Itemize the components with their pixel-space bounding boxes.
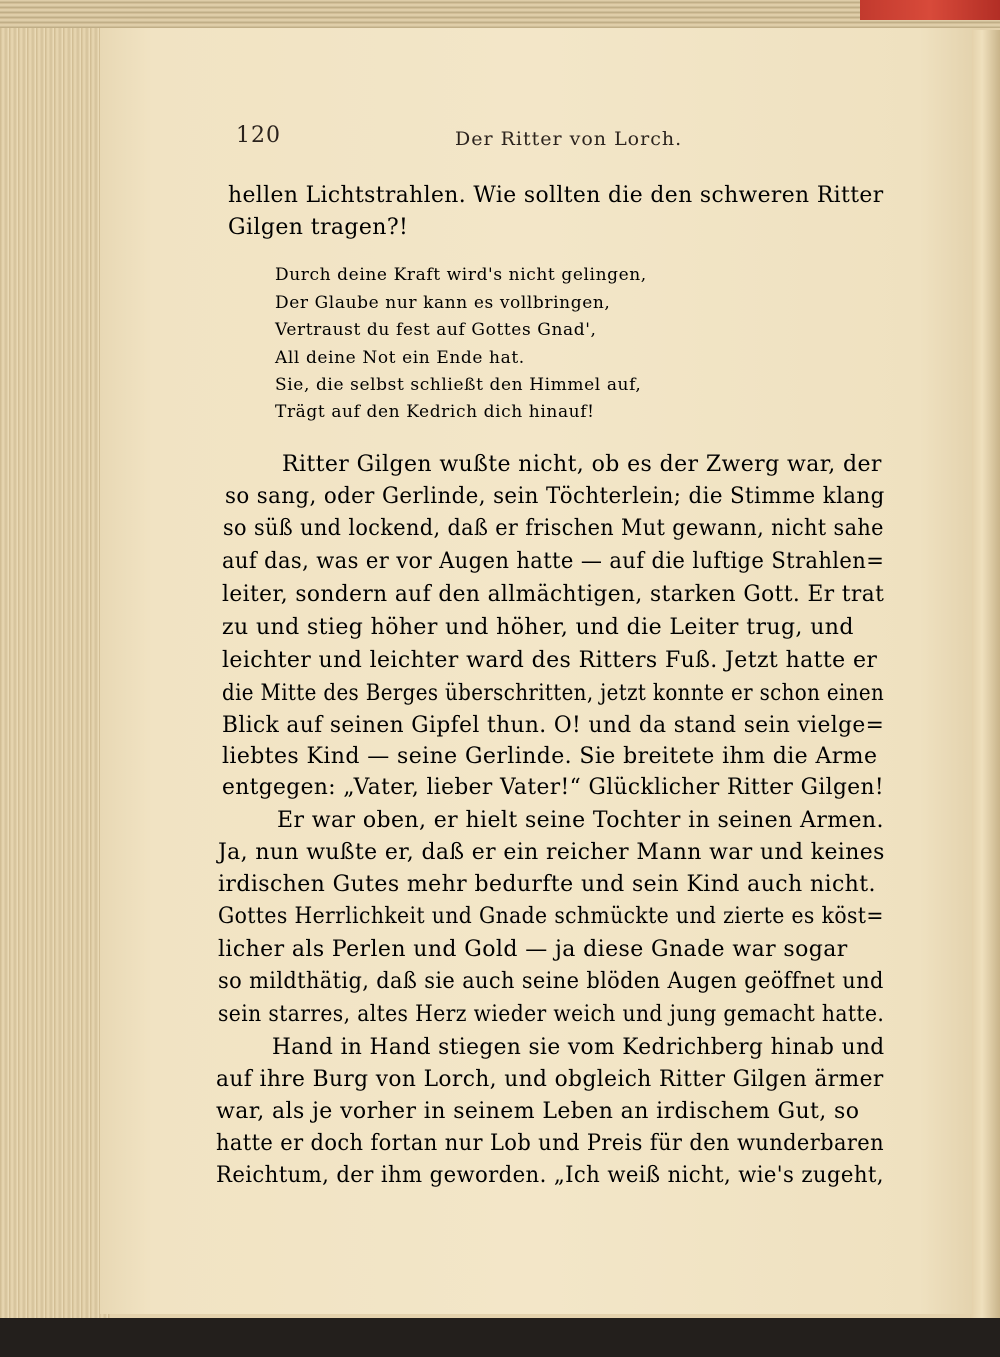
text-line: liebtes Kind — seine Gerlinde. Sie breitete ihm die Arme <box>222 744 878 769</box>
text-line: so mildthätig, daß sie auch seine blöden Augen geöffnet und <box>218 969 884 994</box>
text-line: war, als je vorher in seinem Leben an irdischem Gut, so <box>216 1099 860 1124</box>
text-line: Ja, nun wußte er, daß er ein reicher Mann war und keines <box>218 840 885 865</box>
text-line: Gilgen tragen?! <box>228 215 409 240</box>
text-line: auf ihre Burg von Lorch, und obgleich Ritter Gilgen ärmer <box>216 1067 884 1092</box>
text-line: Blick auf seinen Gipfel thun. O! und da stand sein vielge= <box>222 713 885 738</box>
text-line: leiter, sondern auf den allmächtigen, starken Gott. Er trat <box>222 582 885 607</box>
verse-line: All deine Not ein Ende hat. <box>275 348 525 368</box>
verse-line: Trägt auf den Kedrich dich hinauf! <box>275 402 595 422</box>
top-page-edge <box>0 0 1000 28</box>
bottom-background <box>0 1318 1000 1357</box>
running-title: Der Ritter von Lorch. <box>455 128 683 150</box>
verse-line: Durch deine Kraft wird's nicht gelingen, <box>275 265 647 285</box>
text-line: irdischen Gutes mehr bedurfte und sein Kind auch nicht. <box>218 872 876 897</box>
verse-line: Der Glaube nur kann es vollbringen, <box>275 293 611 313</box>
text-line: auf das, was er vor Augen hatte — auf die luftige Strahlen= <box>222 549 885 574</box>
text-line: hellen Lichtstrahlen. Wie sollten die den schweren Ritter <box>228 183 884 208</box>
book-spine <box>970 30 1000 1320</box>
text-line: hatte er doch fortan nur Lob und Preis für den wunderbaren <box>216 1131 884 1156</box>
verse-line: Sie, die selbst schließt den Himmel auf, <box>275 375 642 395</box>
bookmark-ribbon <box>860 0 1000 20</box>
text-line: zu und stieg höher und höher, und die Leiter trug, und <box>222 615 854 640</box>
text-line: Hand in Hand stiegen sie vom Kedrichberg hinab und <box>272 1035 885 1060</box>
verse-line: Vertraust du fest auf Gottes Gnad', <box>275 320 597 340</box>
text-line: leichter und leichter ward des Ritters Fuß. Jetzt hatte er <box>222 648 878 673</box>
text-line: Er war oben, er hielt seine Tochter in seinen Armen. <box>277 808 884 833</box>
text-line: so sang, oder Gerlinde, sein Töchterlein; die Stimme klang <box>225 484 885 509</box>
text-line: die Mitte des Berges überschritten, jetzt konnte er schon einen <box>222 681 885 706</box>
text-line: Gottes Herrlichkeit und Gnade schmückte und zierte es köst= <box>218 904 884 929</box>
page-edge-stack <box>0 0 110 1318</box>
text-line: Reichtum, der ihm geworden. „Ich weiß nicht, wie's zugeht, <box>216 1163 884 1188</box>
text-line: licher als Perlen und Gold — ja diese Gnade war sogar <box>218 937 848 962</box>
text-line: sein starres, altes Herz wieder weich und jung gemacht hatte. <box>218 1002 885 1027</box>
text-line: entgegen: „Vater, lieber Vater!“ Glücklicher Ritter Gilgen! <box>222 775 885 800</box>
text-line: so süß und lockend, daß er frischen Mut gewann, nicht sahe <box>223 516 884 541</box>
text-line: Ritter Gilgen wußte nicht, ob es der Zwerg war, der <box>282 452 882 477</box>
page-number: 120 <box>236 123 281 148</box>
